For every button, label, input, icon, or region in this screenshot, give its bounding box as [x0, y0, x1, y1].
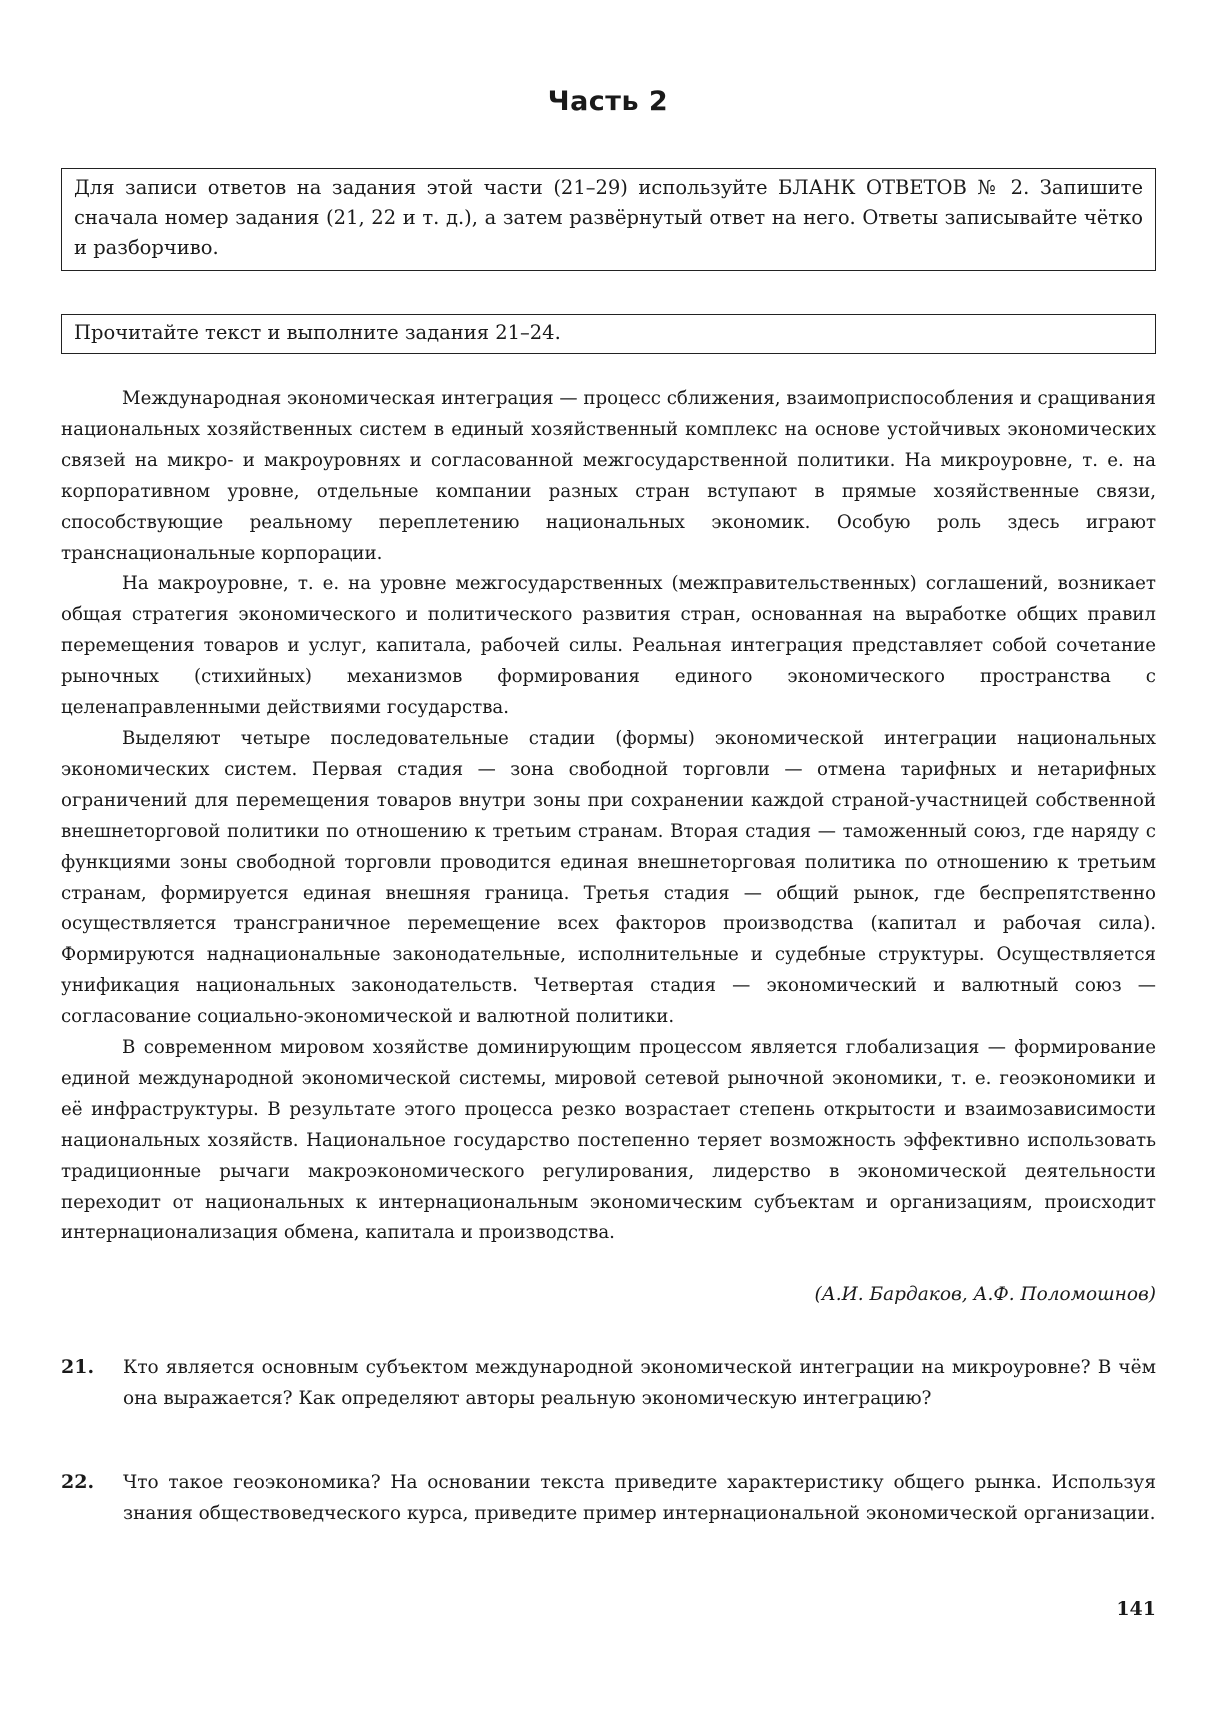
question-text: Что такое геоэкономика? На основании текста приведите характеристику общего рынка. Используя знания обществоведческого курса, приведите пример интернациональной экономической организации. — [123, 1472, 1156, 1524]
article-paragraph: Выделяют четыре последовательные стадии (формы) экономической интеграции национальных экономических систем. Первая стадия — зона свободной торговли — отмена тарифных и нетарифных ограничений для перемещения товаров внутри зоны при сохранении каждой страной-участницей собственной внешнеторговой политики по отношению к третьим странам. Вторая стадия — таможенный союз, где наряду с функциями зоны свободной торговли проводится единая внешнеторговая политика по отношению к третьим странам, формируется единая внешняя граница. Третья стадия — общий рынок, где беспрепятственно осуществляется трансграничное перемещение всех факторов производства (капитал и рабочая сила). Формируются наднациональные законодательные, исполнительные и судебные структуры. Осуществляется унификация национальных законодательств. Четвертая стадия — экономический и валютный союз — согласование социально-экономической и валютной политики. — [61, 727, 1156, 1028]
article-paragraph: Международная экономическая интеграция — процесс сближения, взаимоприспособления и сращивания национальных хозяйственных систем в единый хозяйственный комплекс на основе устойчивых экономических связей на микро- и макроуровнях и согласованной межгосударственной политики. На микроуровне, т. е. на корпоративном уровне, отдельные компании разных стран вступают в прямые хозяйственные связи, способствующие реальному переплетению национальных экономик. Особую роль здесь играют транснациональные корпорации. — [61, 388, 1156, 564]
question-22 — [61, 1467, 1156, 1529]
article-text — [61, 384, 1156, 1249]
instructions-box — [61, 168, 1156, 271]
question-21 — [61, 1352, 1156, 1414]
task-instruction-text: Прочитайте текст и выполните задания 21–24. — [74, 321, 561, 344]
question-number: 22. — [61, 1471, 95, 1493]
article-citation: (А.И. Бардаков, А.Ф. Поломошнов) — [814, 1284, 1156, 1305]
instructions-text: Для записи ответов на задания этой части (21–29) используйте БЛАНК ОТВЕТОВ № 2. Запишите сначала номер задания (21, 22 и т. д.), а затем развёрнутый ответ на него. Ответы записывайте чётко и разборчиво. — [74, 176, 1143, 259]
question-text: Кто является основным субъектом международной экономической интеграции на микроуровне? В чём она выражается? Как определяют авторы реальную экономическую интеграцию? — [123, 1357, 1156, 1409]
part-title: Часть 2 — [547, 86, 669, 117]
article-paragraph: На макроуровне, т. е. на уровне межгосударственных (межправительственных) соглашений, возникает общая стратегия экономического и политического развития стран, основанная на выработке общих правил перемещения товаров и услуг, капитала, рабочей силы. Реальная интеграция представляет собой сочетание рыночных (стихийных) механизмов формирования единого экономического пространства с целенаправленными действиями государства. — [61, 573, 1156, 719]
article-paragraph: В современном мировом хозяйстве доминирующим процессом является глобализация — формирование единой международной экономической системы, мировой сетевой рыночной экономики, т. е. геоэкономики и её инфраструктуры. В результате этого процесса резко возрастает степень открытости и взаимозависимости национальных хозяйств. Национальное государство постепенно теряет возможность эффективно использовать традиционные рычаги макроэкономического регулирования, лидерство в экономической деятельности переходит от национальных к интернациональным экономическим субъектам и организациям, происходит интернационализация обмена, капитала и производства. — [61, 1037, 1156, 1244]
page-number: 141 — [1116, 1598, 1156, 1620]
task-instruction-box — [61, 314, 1156, 354]
question-number: 21. — [61, 1356, 95, 1378]
